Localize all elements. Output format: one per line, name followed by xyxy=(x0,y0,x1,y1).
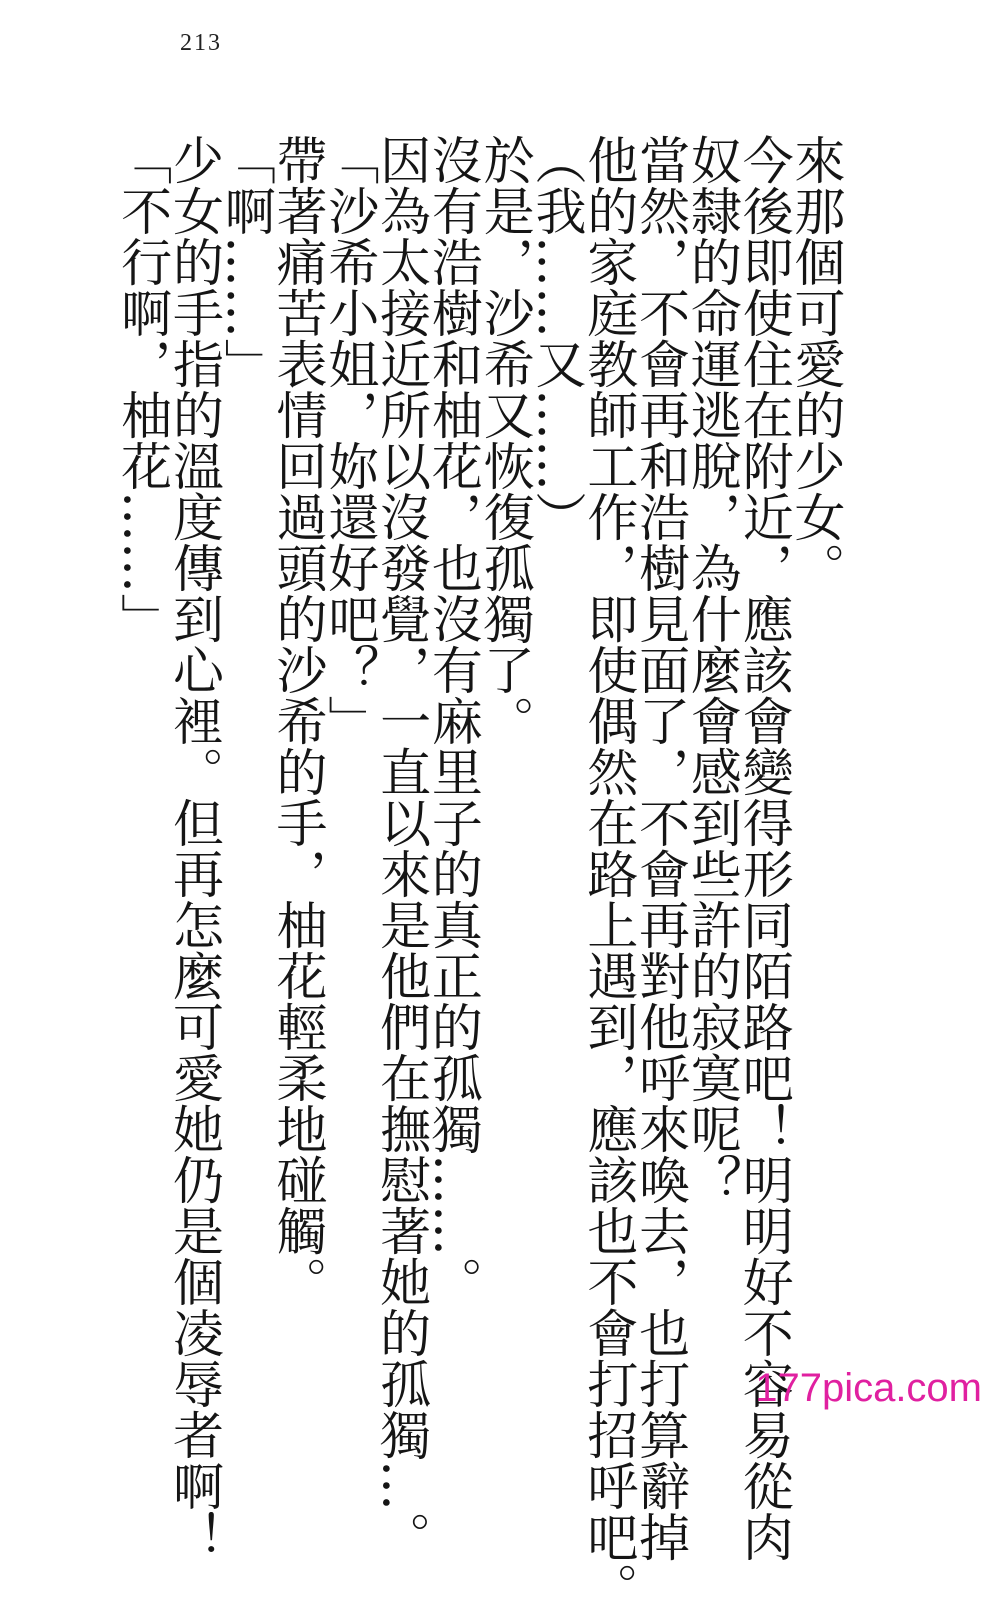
watermark: 177pica.com xyxy=(755,1366,982,1410)
text-line: 沒有浩樹和柚花，也沒有麻里子的真正的孤獨……。 xyxy=(422,134,482,1307)
page-number: 213 xyxy=(180,30,222,56)
body-text xyxy=(111,134,844,1613)
text-line: （我……又……） xyxy=(526,134,586,542)
text-line: 於是，沙希又恢復孤獨了。 xyxy=(474,134,534,746)
text-line: 今後即使住在附近，應該會變得形同陌路吧！明明好不容易從肉 xyxy=(733,134,793,1562)
text-line: 當然，不會再和浩樹見面了，不會再對他呼來喚去，也打算辭掉 xyxy=(629,134,689,1562)
text-line: 「不行啊，柚花……」 xyxy=(111,134,171,644)
text-line: 他的家庭教師工作，即使偶然在路上遇到，應該也不會打招呼吧。 xyxy=(577,134,637,1613)
text-line: 因為太接近所以沒發覺，一直以來是他們在撫慰著她的孤獨…。 xyxy=(370,134,430,1562)
text-line: 帶著痛苦表情回過頭的沙希的手，柚花輕柔地碰觸。 xyxy=(267,134,327,1307)
text-line: 奴隸的命運逃脫，為什麼會感到些許的寂寞呢？ xyxy=(681,134,741,1205)
text-line: 「啊……」 xyxy=(215,134,275,389)
text-line: 少女的手指的溫度傳到心裡。但再怎麼可愛她仍是個凌辱者啊！ xyxy=(163,134,223,1562)
text-line: 來那個可愛的少女。 xyxy=(785,134,844,593)
text-line: 「沙希小姐，妳還好吧？」 xyxy=(318,134,378,746)
